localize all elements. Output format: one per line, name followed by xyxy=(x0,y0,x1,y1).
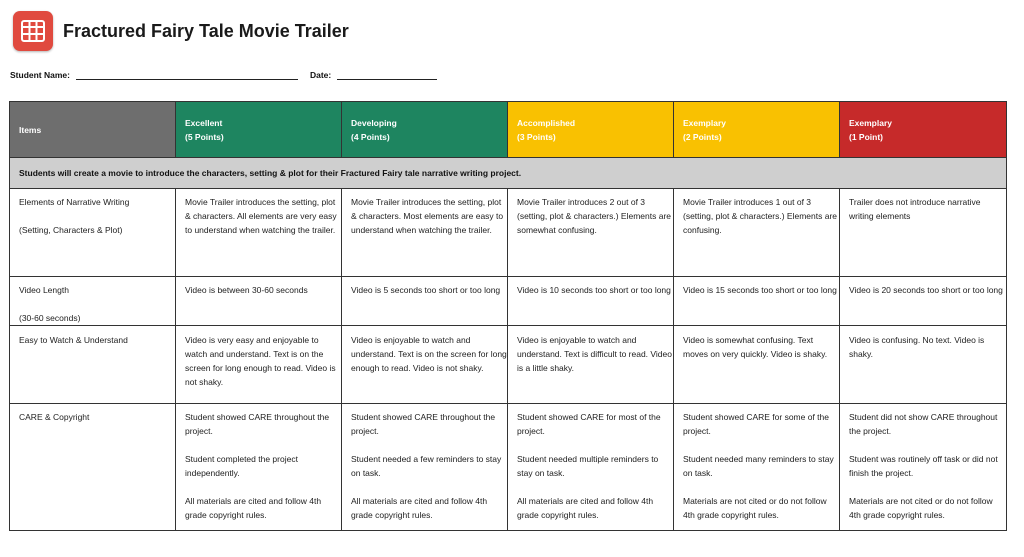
table-row xyxy=(10,404,1007,531)
rubric-criteria-cell xyxy=(508,277,674,326)
criteria-text: Student needed a few reminders to stay on task. xyxy=(351,454,502,478)
criteria-text: Video is very easy and enjoyable to watch and understand. Text is on the screen for long enough to read. Video is not shaky. xyxy=(185,335,336,387)
criteria-text: Student showed CARE for some of the project. xyxy=(683,412,829,436)
table-row xyxy=(10,277,1007,326)
description-row xyxy=(10,158,1007,189)
criteria-text: Movie Trailer introduces the setting, plot & characters. All elements are very easy to understand when watching the trailer. xyxy=(185,197,337,235)
criteria-text: Movie Trailer introduces 2 out of 3 (setting, plot & characters.) Elements are somewhat confusing. xyxy=(517,197,672,235)
rubric-criteria-cell xyxy=(176,189,342,277)
rubric-criteria-cell xyxy=(674,189,840,277)
criteria-text: Trailer does not introduce narrative writing elements xyxy=(849,197,981,221)
rubric-description: Students will create a movie to introduce the characters, setting & plot for their Fractured Fairy tale narrative writing project. xyxy=(10,158,1007,189)
rubric-item-cell xyxy=(10,189,176,277)
student-info-line xyxy=(10,70,443,80)
criteria-text: Student showed CARE throughout the project. xyxy=(185,412,330,436)
page-title: Fractured Fairy Tale Movie Trailer xyxy=(63,20,349,41)
level-title: Accomplished xyxy=(517,117,576,128)
level-title: Excellent xyxy=(185,117,223,128)
level-header xyxy=(176,102,342,158)
level-points: (4 Points) xyxy=(351,131,390,142)
student-name-field[interactable] xyxy=(76,71,298,80)
rubric-item-cell xyxy=(10,404,176,531)
level-header xyxy=(840,102,1007,158)
rubric-criteria-cell xyxy=(840,404,1007,531)
rubric-criteria-cell xyxy=(840,189,1007,277)
level-title: Developing xyxy=(351,117,397,128)
item-label: Elements of Narrative Writing xyxy=(19,197,130,207)
criteria-text: Video is between 30-60 seconds xyxy=(185,285,308,295)
criteria-text: All materials are cited and follow 4th grade copyright rules. xyxy=(185,496,322,520)
level-title: Exemplary xyxy=(683,117,726,128)
rubric-header-row xyxy=(10,102,1007,158)
date-field[interactable] xyxy=(337,71,437,80)
criteria-text: Video is somewhat confusing. Text moves on very quickly. Video is shaky. xyxy=(683,335,828,359)
rubric-criteria-cell xyxy=(176,326,342,404)
document-header xyxy=(13,11,349,51)
criteria-text: Video is enjoyable to watch and understand. Text is on the screen for long enough to read. Video is not shaky. xyxy=(351,335,507,373)
rubric-item-cell xyxy=(10,277,176,326)
rubric-criteria-cell xyxy=(176,277,342,326)
rubric-criteria-cell xyxy=(674,277,840,326)
student-name-label: Student Name: xyxy=(10,70,70,80)
criteria-text: Student needed many reminders to stay on task. xyxy=(683,454,834,478)
item-label: (30-60 seconds) xyxy=(19,313,81,323)
criteria-text: Student did not show CARE throughout the project. xyxy=(849,412,998,436)
rubric-table xyxy=(9,101,1007,531)
rubric-criteria-cell xyxy=(508,189,674,277)
rubric-criteria-cell xyxy=(342,326,508,404)
criteria-text: Student needed multiple reminders to stay on task. xyxy=(517,454,659,478)
rubric-criteria-cell xyxy=(840,326,1007,404)
rubric-criteria-cell xyxy=(342,277,508,326)
table-row xyxy=(10,326,1007,404)
items-column-header: Items xyxy=(10,102,176,158)
criteria-text: Video is enjoyable to watch and understand. Text is difficult to read. Video is a little shaky. xyxy=(517,335,672,373)
rubric-criteria-cell xyxy=(176,404,342,531)
rubric-item-cell xyxy=(10,326,176,404)
level-header xyxy=(342,102,508,158)
rubric-criteria-cell xyxy=(342,189,508,277)
level-title: Exemplary xyxy=(849,117,892,128)
level-points: (2 Points) xyxy=(683,131,722,142)
item-label: (Setting, Characters & Plot) xyxy=(19,225,123,235)
rubric-criteria-cell xyxy=(342,404,508,531)
criteria-text: Materials are not cited or do not follow 4th grade copyright rules. xyxy=(849,496,993,520)
criteria-text: Materials are not cited or do not follow 4th grade copyright rules. xyxy=(683,496,827,520)
criteria-text: Student showed CARE for most of the project. xyxy=(517,412,661,436)
rubric-criteria-cell xyxy=(508,326,674,404)
criteria-text: All materials are cited and follow 4th grade copyright rules. xyxy=(351,496,488,520)
rubric-criteria-cell xyxy=(840,277,1007,326)
table-row xyxy=(10,189,1007,277)
level-header xyxy=(508,102,674,158)
item-label: Video Length xyxy=(19,285,69,295)
criteria-text: Video is 15 seconds too short or too long xyxy=(683,285,837,295)
criteria-text: Video is 5 seconds too short or too long xyxy=(351,285,501,295)
item-label: CARE & Copyright xyxy=(19,412,90,422)
spreadsheet-grid-icon[interactable] xyxy=(13,11,53,51)
level-header xyxy=(674,102,840,158)
rubric-criteria-cell xyxy=(508,404,674,531)
item-label: Easy to Watch & Understand xyxy=(19,335,128,345)
criteria-text: Student showed CARE throughout the project. xyxy=(351,412,496,436)
criteria-text: Video is confusing. No text. Video is shaky. xyxy=(849,335,985,359)
criteria-text: Video is 10 seconds too short or too long xyxy=(517,285,671,295)
rubric-criteria-cell xyxy=(674,326,840,404)
criteria-text: Student completed the project independently. xyxy=(185,454,298,478)
criteria-text: All materials are cited and follow 4th grade copyright rules. xyxy=(517,496,654,520)
level-points: (5 Points) xyxy=(185,131,224,142)
rubric-criteria-cell xyxy=(674,404,840,531)
date-label: Date: xyxy=(309,70,332,80)
criteria-text: Movie Trailer introduces the setting, plot & characters. Most elements are easy to understand when watching the trailer. xyxy=(351,197,504,235)
criteria-text: Student was routinely off task or did not finish the project. xyxy=(849,454,998,478)
criteria-text: Movie Trailer introduces 1 out of 3 (setting, plot & characters.) Elements are confusing. xyxy=(683,197,838,235)
level-points: (1 Point) xyxy=(849,131,883,142)
criteria-text: Video is 20 seconds too short or too long xyxy=(849,285,1003,295)
level-points: (3 Points) xyxy=(517,131,556,142)
